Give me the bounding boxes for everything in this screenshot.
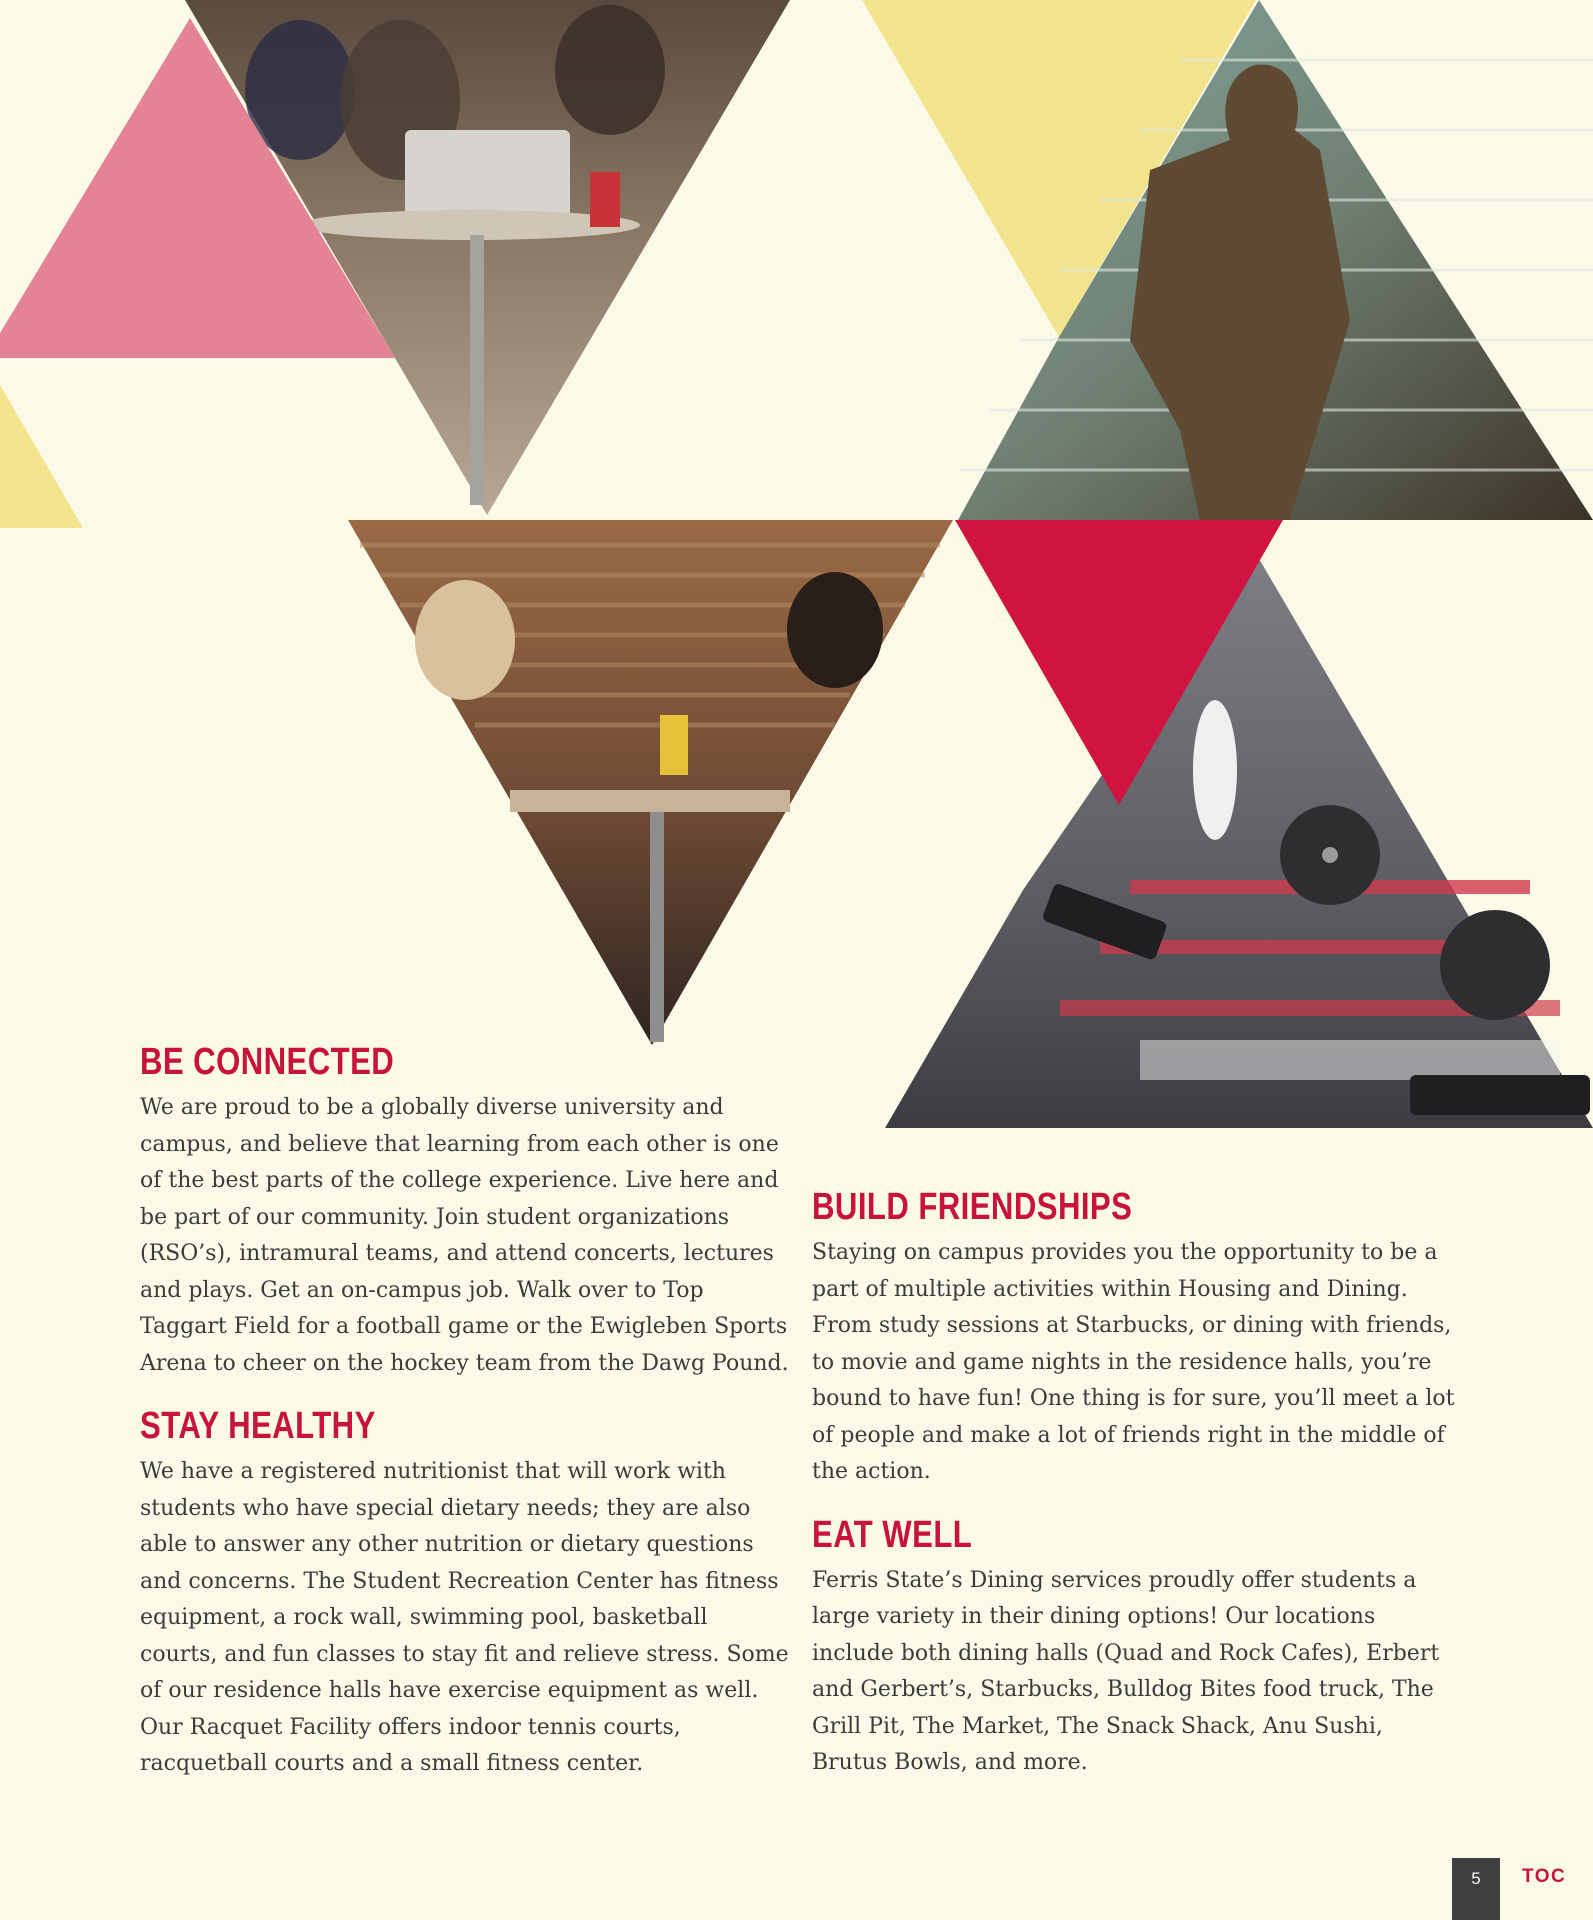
dining-photo: [348, 520, 953, 1045]
be-connected-heading: BE CONNECTED: [140, 1041, 395, 1083]
yellow-triangle-small: [0, 385, 83, 528]
left-column: [140, 1040, 790, 1805]
page-number: 5: [1452, 1858, 1500, 1920]
build-friendships-body: Staying on campus provides you the opportunity to be a part of multiple activities within Housing and Dining. From study sessions at Starbucks, or dining with friends, to movie and game nights in the residence halls, you’re bound to have fun! One thing is for sure, you’ll meet a lot of people and make a lot of friends right in the middle of the action.: [812, 1240, 1455, 1484]
eat-well-heading: EAT WELL: [812, 1513, 973, 1556]
stay-healthy-body: We have a registered nutritionist that will work with students who have special dietary needs; they are also able to answer any other nutrition or dietary questions and concerns. The Student Recreation Center has fitness equipment, a rock wall, swimming pool, basketball courts, and fun classes to stay fit and relieve stress. Some of our residence halls have exercise equipment as well. Our Racquet Facility offers indoor tennis courts, racquetball courts and a small fitness center.: [140, 1459, 789, 1776]
build-friendships-heading: BUILD FRIENDSHIPS: [812, 1186, 1133, 1228]
be-connected-body: We are proud to be a globally diverse university and campus, and believe that learning from each other is one of the best parts of the college experience. Live here and be part of our community. Join student organizations (RSO’s), intramural teams, and attend concerts, lectures and plays. Get an on-campus job. Walk over to Top Taggart Field for a football game or the Ewigleben Sports Arena to cheer on the hockey team from the Dawg Pound.: [140, 1095, 789, 1376]
stay-healthy-heading: STAY HEALTHY: [140, 1405, 376, 1447]
gym-photo: [885, 552, 1593, 1128]
toc-link[interactable]: TOC: [1522, 1866, 1567, 1887]
eat-well-body: Ferris State’s Dining services proudly offer students a large variety in their dining options! Our locations include both dining halls (Quad and Rock Cafes), Erbert and Gerbert’s, Starbucks, Bulldog Bites food truck, The Grill Pit, The Market, The Snack Shack, Anu Sushi, Brutus Bowls, and more.: [812, 1567, 1440, 1775]
right-column: [812, 1185, 1462, 1804]
